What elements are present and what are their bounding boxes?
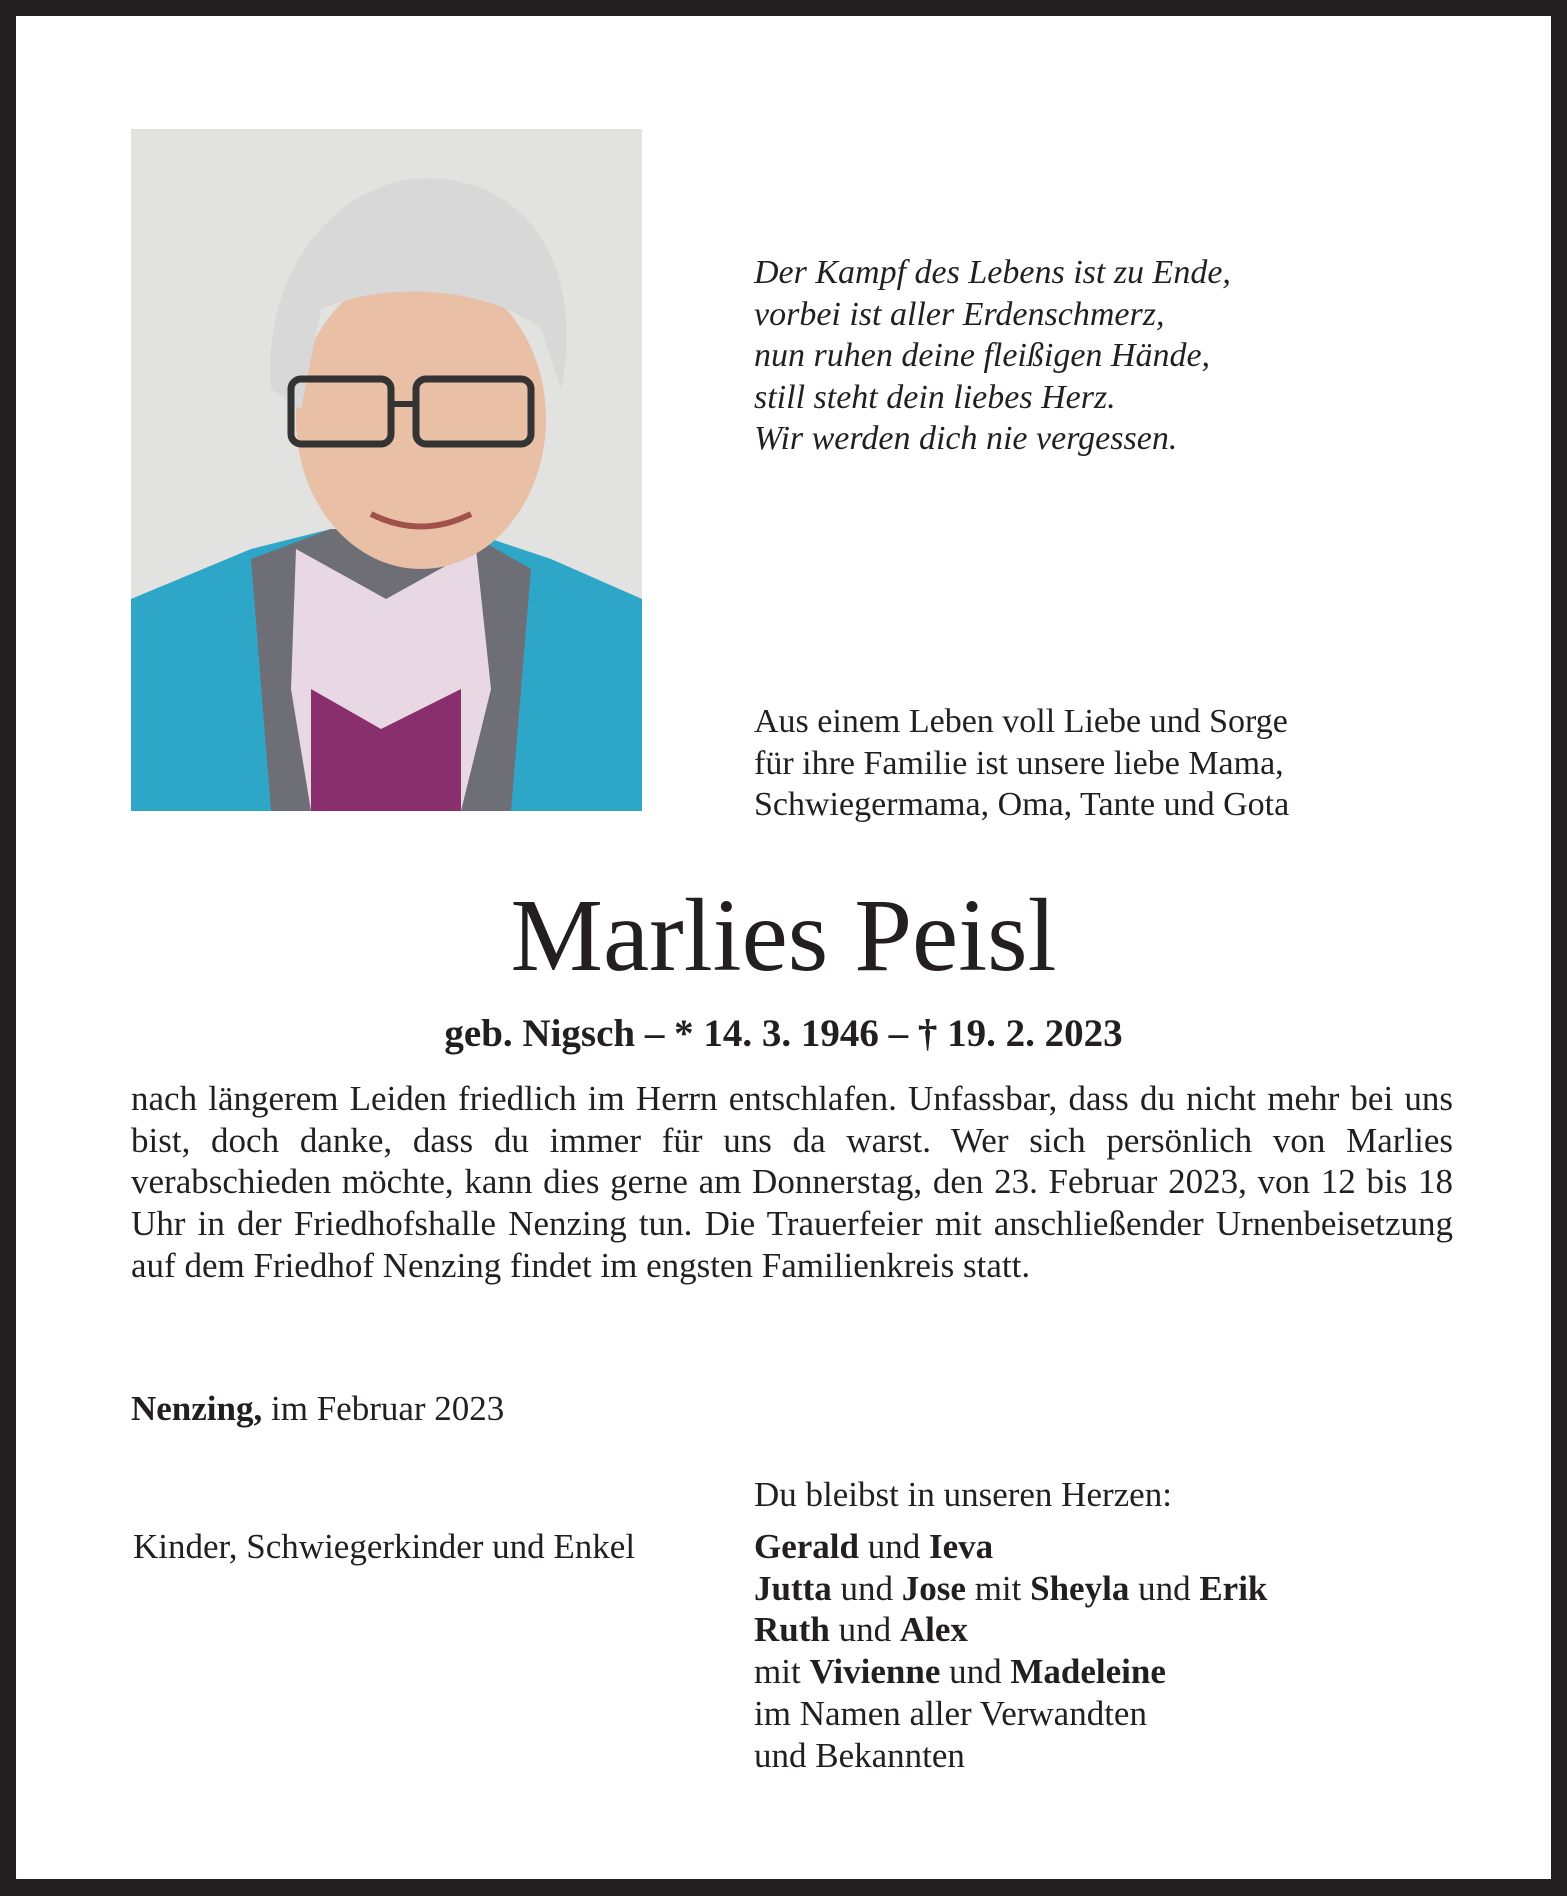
poem-line: Der Kampf des Lebens ist zu Ende, [754,254,1231,291]
family-line: Jutta und Jose mit Sheyla und Erik [754,1568,1268,1608]
place-date [131,1388,504,1430]
intro-line: Schwiegermama, Oma, Tante und Gota [754,786,1290,823]
intro-line: für ihre Familie ist unsere liebe Mama, [754,744,1284,782]
family-line: Gerald und Ieva [754,1527,994,1566]
family-line: mit Vivienne und Madeleine [754,1652,1166,1692]
announcement-text: nach längerem Leiden friedlich im Herrn entschlafen. Unfassbar, dass du nicht mehr bei uns bist, doch danke, dass du immer für uns da warst. Wer sich persönlich von Marlies verabschieden möchte, kann dies gerne am Donnerstag, den 23. Februar 2023, von 12 bis 18 Uhr in der Friedhofshalle Nenzing tun. Die Trauerfeier mit anschließender Urnenbeisetzung auf dem Friedhof Nenzing findet im engsten Familienkreis statt. [131,1079,1453,1285]
poem-line: Wir werden dich nie vergessen. [754,420,1178,457]
family-list [754,1526,1267,1776]
date: im Februar 2023 [271,1389,505,1428]
poem-line: vorbei ist aller Erdenschmerz, [754,295,1165,333]
life-dates: geb. Nigsch – * 14. 3. 1946 – † 19. 2. 2023 [444,1012,1123,1055]
town: Nenzing, [131,1389,263,1428]
obituary-page [16,16,1551,1879]
poem-line: still steht dein liebes Herz. [754,378,1116,416]
family-line: im Namen aller Verwandten [754,1693,1147,1733]
family-line: Ruth und Alex [754,1610,968,1650]
deceased-name: Marlies Peisl [510,878,1057,993]
poem [754,252,1231,460]
family-line: und Bekannten [754,1735,965,1775]
portrait-photo [131,129,642,811]
poem-line: nun ruhen deine fleißigen Hände, [754,337,1211,374]
farewell-line: Du bleibst in unseren Herzen: [754,1475,1172,1514]
intro-text [754,701,1289,826]
mourners-label: Kinder, Schwiegerkinder und Enkel [133,1527,636,1566]
intro-line: Aus einem Leben voll Liebe und Sorge [754,703,1288,740]
